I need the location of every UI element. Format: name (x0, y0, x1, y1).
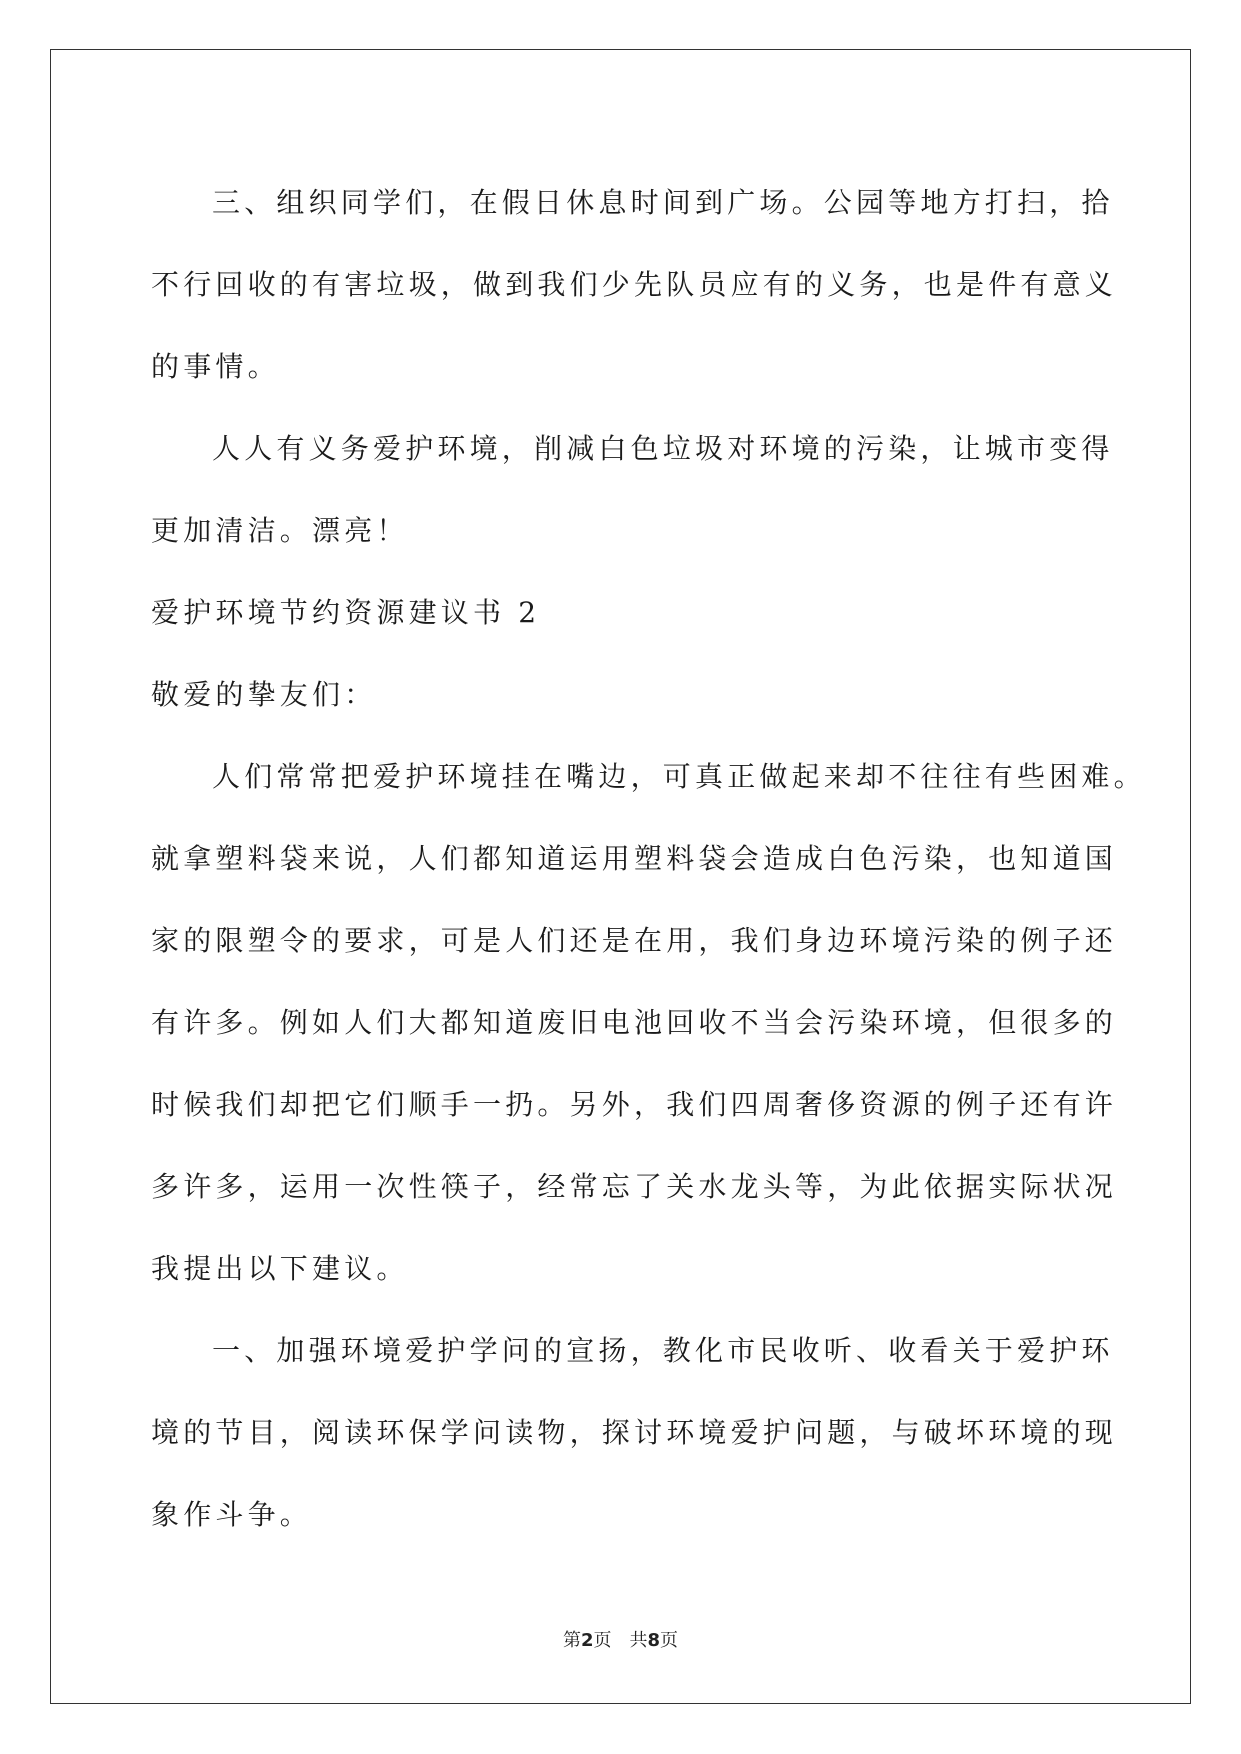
paragraph-line: 象作斗争。 (151, 1498, 313, 1531)
paragraph-line: 多许多，运用一次性筷子，经常忘了关水龙头等，为此依据实际状况 (151, 1170, 1118, 1203)
section-title: 爱护环境节约资源建议书 2 (151, 596, 541, 629)
paragraph-line: 有许多。例如人们大都知道废旧电池回收不当会污染环境，但很多的 (151, 1006, 1118, 1039)
salutation: 敬爱的挚友们： (151, 678, 377, 711)
page-footer (0, 1626, 1241, 1652)
paragraph-line: 人们常常把爱护环境挂在嘴边，可真正做起来却不往往有些困难。 (212, 760, 1146, 793)
paragraph-line: 境的节目，阅读环保学问读物，探讨环境爱护问题，与破坏环境的现 (151, 1416, 1118, 1449)
paragraph-line: 一、加强环境爱护学问的宣扬，教化市民收听、收看关于爱护环 (212, 1334, 1114, 1367)
paragraph-line: 的事情。 (151, 350, 280, 383)
paragraph-line: 时候我们却把它们顺手一扔。另外，我们四周奢侈资源的例子还有许 (151, 1088, 1118, 1121)
paragraph-line: 我提出以下建议。 (151, 1252, 409, 1285)
page-number: 2 (580, 1630, 594, 1651)
paragraph-line: 不行回收的有害垃圾，做到我们少先队员应有的义务，也是件有意义 (151, 268, 1118, 301)
paragraph-line: 三、组织同学们，在假日休息时间到广场。公园等地方打扫，拾 (212, 186, 1114, 219)
paragraph-line: 更加清洁。漂亮！ (151, 514, 409, 547)
document-body (151, 162, 1146, 1556)
total-prefix: 共 (629, 1630, 648, 1651)
total-suffix: 页 (660, 1630, 679, 1651)
page-suffix: 页 (593, 1630, 612, 1651)
paragraph-line: 就拿塑料袋来说，人们都知道运用塑料袋会造成白色污染，也知道国 (151, 842, 1118, 875)
paragraph-line: 人人有义务爱护环境，削减白色垃圾对环境的污染，让城市变得 (212, 432, 1114, 465)
page-prefix: 第 (562, 1630, 581, 1651)
paragraph-line: 家的限塑令的要求，可是人们还是在用，我们身边环境污染的例子还 (151, 924, 1118, 957)
total-pages: 8 (647, 1630, 661, 1651)
